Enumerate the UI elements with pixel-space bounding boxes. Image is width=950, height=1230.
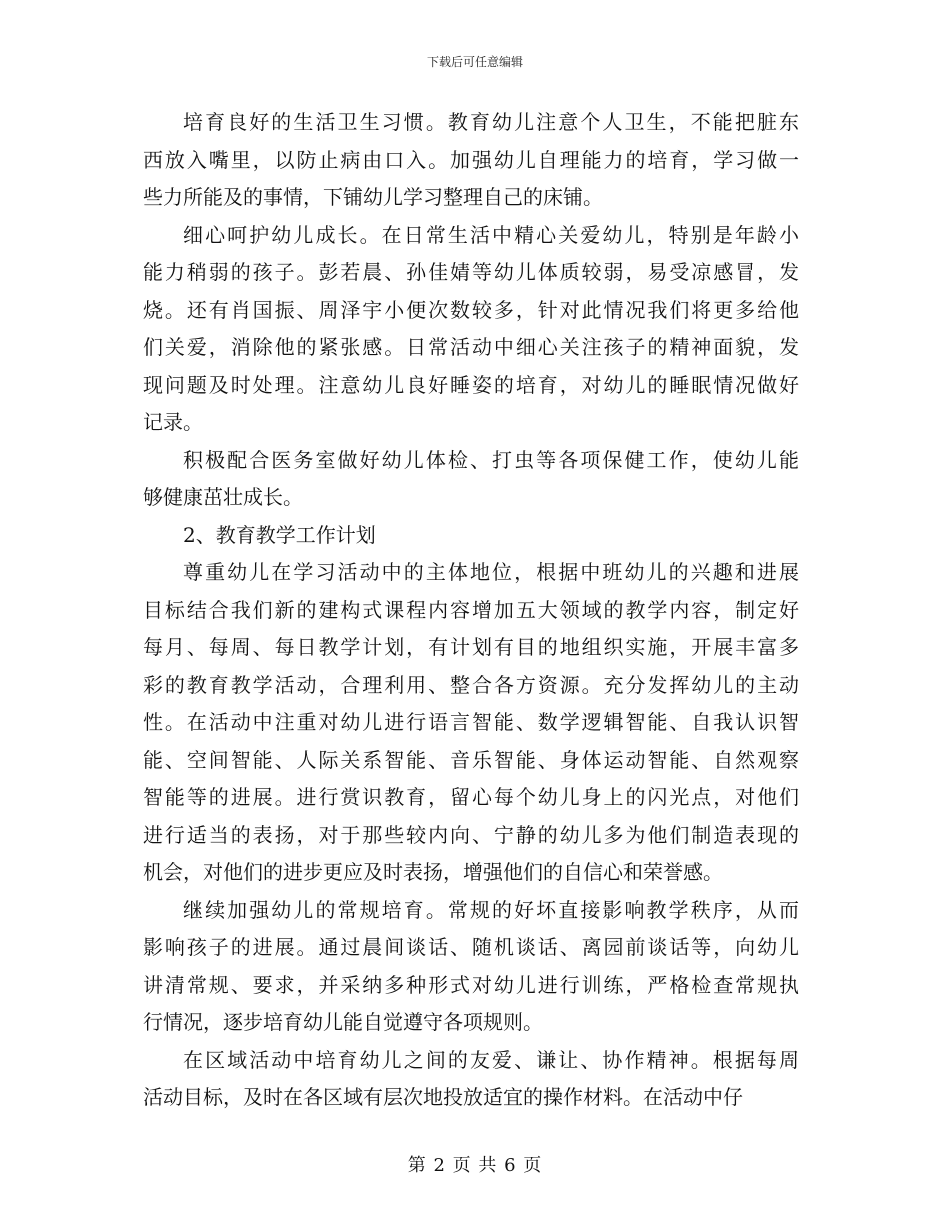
paragraph [143,517,799,555]
text-line: 够健康茁壮成长。 [143,485,303,509]
text-line: 烧。还有肖国振、周泽宇小便次数较多，针对此情况我们将更多给他 [143,297,799,322]
page-header: 下载后可任意编辑 [426,55,523,69]
paragraph [143,442,799,517]
text-line: 现问题及时处理。注意幼儿良好睡姿的培育，对幼儿的睡眠情况做好 [143,372,799,397]
text-line: 2、教育教学工作计划 [183,522,376,547]
text-line: 彩的教育教学活动，合理利用、整合各方资源。充分发挥幼儿的主动 [143,672,799,697]
text-line: 们关爱，消除他的紧张感。日常活动中细心关注孩子的精神面貌，发 [143,335,799,359]
text-line: 细心呵护幼儿成长。在日常生活中精心关爱幼儿，特别是年龄小 [183,222,799,247]
text-line: 影响孩子的进展。通过晨间谈话、随机谈话、离园前谈话等，向幼儿 [143,935,799,959]
text-line: 行情况，逐步培育幼儿能自觉遵守各项规则。 [143,1010,543,1034]
text-line: 培育良好的生活卫生习惯。教育幼儿注意个人卫生，不能把脏东 [183,110,799,134]
text-line: 性。在活动中注重对幼儿进行语言智能、数学逻辑智能、自我认识智 [143,710,799,734]
text-line: 尊重幼儿在学习活动中的主体地位，根据中班幼儿的兴趣和进展 [183,560,799,584]
text-line: 活动目标，及时在各区域有层次地投放适宜的操作材料。在活动中仔 [143,1085,743,1109]
page-footer: 第 2 页 共 6 页 [407,1155,543,1176]
text-line: 能、空间智能、人际关系智能、音乐智能、身体运动智能、自然观察 [143,747,799,772]
text-line: 目标结合我们新的建构式课程内容增加五大领域的教学内容，制定好 [143,597,799,622]
paragraph [143,892,799,1042]
text-line: 继续加强幼儿的常规培育。常规的好坏直接影响教学秩序，从而 [183,897,799,922]
text-line: 进行适当的表扬，对于那些较内向、宁静的幼儿多为他们制造表现的 [143,822,799,847]
text-line: 每月、每周、每日教学计划，有计划有目的地组织实施，开展丰富多 [143,635,799,659]
text-line: 机会，对他们的进步更应及时表扬，增强他们的自信心和荣誉感。 [143,860,723,884]
paragraph [143,104,799,217]
text-line: 讲清常规、要求，并采纳多种形式对幼儿进行训练，严格检查常规执 [143,972,799,997]
text-line: 在区域活动中培育幼儿之间的友爱、谦让、协作精神。根据每周 [183,1047,799,1072]
document-body [143,104,799,1117]
text-line: 些力所能及的事情，下铺幼儿学习整理自己的床铺。 [143,185,603,209]
text-line: 记录。 [143,410,203,434]
paragraph [143,1042,799,1117]
text-line: 西放入嘴里，以防止病由口入。加强幼儿自理能力的培育，学习做一 [143,147,799,172]
text-line: 积极配合医务室做好幼儿体检、打虫等各项保健工作，使幼儿能 [183,447,799,472]
text-line: 能力稍弱的孩子。彭若晨、孙佳婧等幼儿体质较弱，易受凉感冒，发 [143,260,799,284]
text-line: 智能等的进展。进行赏识教育，留心每个幼儿身上的闪光点，对他们 [143,785,799,809]
paragraph [143,217,799,442]
paragraph [143,554,799,892]
